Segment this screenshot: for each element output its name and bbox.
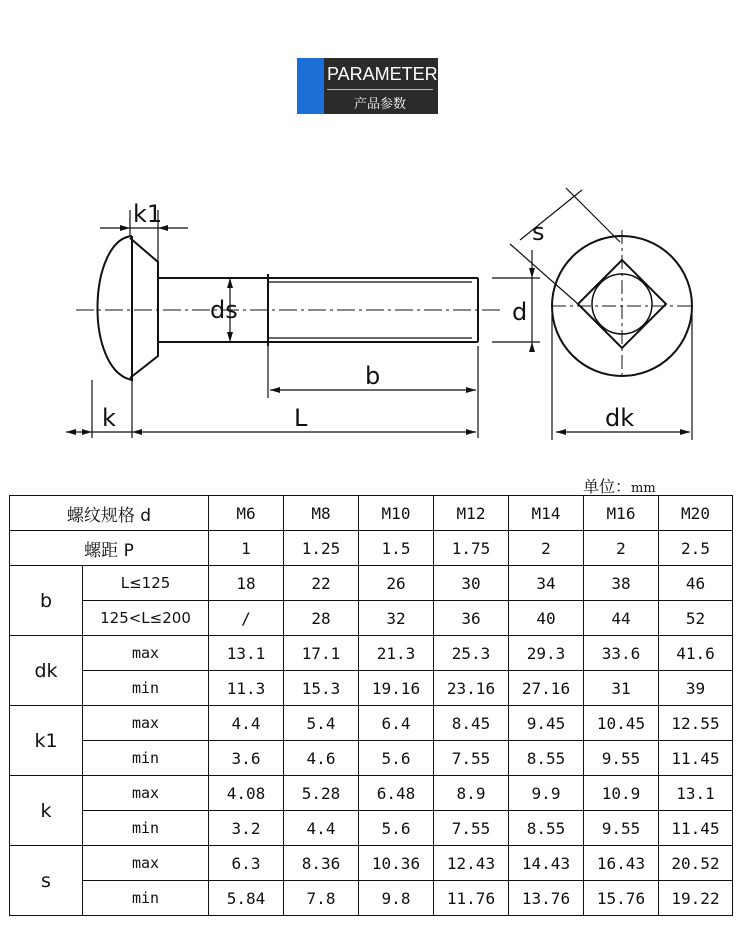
group-label: b (10, 566, 83, 636)
value-cell: 6.4 (359, 706, 434, 741)
value-cell: 36 (434, 601, 509, 636)
value-cell: 31 (584, 671, 659, 706)
label-dk: dk (605, 404, 635, 432)
unit-prefix: 单位： (583, 477, 632, 496)
value-cell: 2 (509, 531, 584, 566)
value-cell: 4.4 (284, 811, 359, 846)
value-cell: 5.6 (359, 811, 434, 846)
value-cell: 34 (509, 566, 584, 601)
spec-table-body (10, 496, 733, 916)
value-cell: 8.45 (434, 706, 509, 741)
value-cell: 13.1 (659, 776, 733, 811)
label-k1: k1 (133, 200, 163, 228)
value-cell: 40 (509, 601, 584, 636)
table-row (10, 881, 733, 916)
table-header-row (10, 496, 733, 531)
value-cell: 5.28 (284, 776, 359, 811)
value-cell: 4.6 (284, 741, 359, 776)
value-cell: 16.43 (584, 846, 659, 881)
pitch-row (10, 531, 733, 566)
table-row (10, 776, 733, 811)
size-cell: M20 (659, 496, 733, 531)
table-row (10, 846, 733, 881)
value-cell: 3.2 (209, 811, 284, 846)
value-cell: 1.25 (284, 531, 359, 566)
value-cell: 1.75 (434, 531, 509, 566)
value-cell: 1 (209, 531, 284, 566)
value-cell: 26 (359, 566, 434, 601)
value-cell: 5.4 (284, 706, 359, 741)
group-label: dk (10, 636, 83, 706)
row-sub-label: max (83, 776, 209, 811)
value-cell: 52 (659, 601, 733, 636)
bolt-head (97, 236, 132, 380)
value-cell: 8.36 (284, 846, 359, 881)
value-cell: 7.55 (434, 741, 509, 776)
value-cell: 32 (359, 601, 434, 636)
value-cell: 11.45 (659, 811, 733, 846)
value-cell: 9.55 (584, 811, 659, 846)
value-cell: 8.55 (509, 811, 584, 846)
unit-label (583, 474, 656, 497)
row-sub-label: min (83, 671, 209, 706)
value-cell: 4.08 (209, 776, 284, 811)
label-k: k (102, 404, 116, 432)
value-cell: 19.22 (659, 881, 733, 916)
row-sub-label: L≤125 (83, 566, 209, 601)
value-cell: 12.43 (434, 846, 509, 881)
label-d: d (512, 298, 528, 326)
value-cell: 9.45 (509, 706, 584, 741)
value-cell: 15.76 (584, 881, 659, 916)
value-cell: 9.8 (359, 881, 434, 916)
value-cell: 5.6 (359, 741, 434, 776)
bolt-drawing (0, 170, 750, 460)
row-sub-label: max (83, 636, 209, 671)
value-cell: 23.16 (434, 671, 509, 706)
value-cell: 3.6 (209, 741, 284, 776)
value-cell: 10.45 (584, 706, 659, 741)
value-cell: 38 (584, 566, 659, 601)
value-cell: 25.3 (434, 636, 509, 671)
value-cell: 14.43 (509, 846, 584, 881)
value-cell: 22 (284, 566, 359, 601)
value-cell: 6.3 (209, 846, 284, 881)
value-cell: 12.55 (659, 706, 733, 741)
value-cell: 30 (434, 566, 509, 601)
value-cell: 6.48 (359, 776, 434, 811)
value-cell: 33.6 (584, 636, 659, 671)
badge-title-en: PARAMETER (327, 64, 438, 84)
table-row (10, 706, 733, 741)
row-sub-label: min (83, 741, 209, 776)
size-cell: M8 (284, 496, 359, 531)
row-sub-label: max (83, 706, 209, 741)
badge-title-cn: 产品参数 (353, 97, 406, 112)
value-cell: 17.1 (284, 636, 359, 671)
table-row (10, 741, 733, 776)
value-cell: 2 (584, 531, 659, 566)
value-cell: 20.52 (659, 846, 733, 881)
badge-accent-stripe (297, 58, 324, 114)
label-b: b (365, 362, 381, 390)
value-cell: 13.76 (509, 881, 584, 916)
value-cell: 9.9 (509, 776, 584, 811)
value-cell: 27.16 (509, 671, 584, 706)
size-cell: M6 (209, 496, 284, 531)
bolt-neck (130, 238, 158, 378)
value-cell: 11.76 (434, 881, 509, 916)
spec-label: 螺纹规格 d (10, 496, 209, 531)
size-cell: M14 (509, 496, 584, 531)
badge-divider (327, 89, 433, 90)
value-cell: 28 (284, 601, 359, 636)
table-row (10, 636, 733, 671)
size-cell: M10 (359, 496, 434, 531)
row-sub-label: min (83, 881, 209, 916)
table-row (10, 566, 733, 601)
parameter-badge (297, 58, 438, 114)
value-cell: 2.5 (659, 531, 733, 566)
size-cell: M12 (434, 496, 509, 531)
table-row (10, 601, 733, 636)
table-row (10, 671, 733, 706)
pitch-label: 螺距 P (10, 531, 209, 566)
value-cell: 11.45 (659, 741, 733, 776)
size-cell: M16 (584, 496, 659, 531)
value-cell: 29.3 (509, 636, 584, 671)
group-label: k (10, 776, 83, 846)
value-cell: 41.6 (659, 636, 733, 671)
value-cell: 7.55 (434, 811, 509, 846)
row-sub-label: min (83, 811, 209, 846)
group-label: k1 (10, 706, 83, 776)
value-cell: 11.3 (209, 671, 284, 706)
value-cell: 9.55 (584, 741, 659, 776)
spec-table (9, 495, 733, 916)
row-sub-label: max (83, 846, 209, 881)
value-cell: 7.8 (284, 881, 359, 916)
value-cell: 4.4 (209, 706, 284, 741)
table-row (10, 811, 733, 846)
value-cell: 10.36 (359, 846, 434, 881)
value-cell: 21.3 (359, 636, 434, 671)
value-cell: 44 (584, 601, 659, 636)
row-sub-label: 125<L≤200 (83, 601, 209, 636)
label-ds: ds (210, 296, 238, 324)
label-L: L (294, 404, 308, 432)
value-cell: 10.9 (584, 776, 659, 811)
value-cell: 5.84 (209, 881, 284, 916)
value-cell: 39 (659, 671, 733, 706)
value-cell: 8.55 (509, 741, 584, 776)
value-cell: 19.16 (359, 671, 434, 706)
value-cell: 15.3 (284, 671, 359, 706)
value-cell: 13.1 (209, 636, 284, 671)
group-label: s (10, 846, 83, 916)
value-cell: 8.9 (434, 776, 509, 811)
value-cell: 18 (209, 566, 284, 601)
value-cell: 46 (659, 566, 733, 601)
value-cell: 1.5 (359, 531, 434, 566)
unit-value: mm (631, 481, 656, 496)
value-cell: / (209, 601, 284, 636)
label-s: s (532, 218, 545, 246)
